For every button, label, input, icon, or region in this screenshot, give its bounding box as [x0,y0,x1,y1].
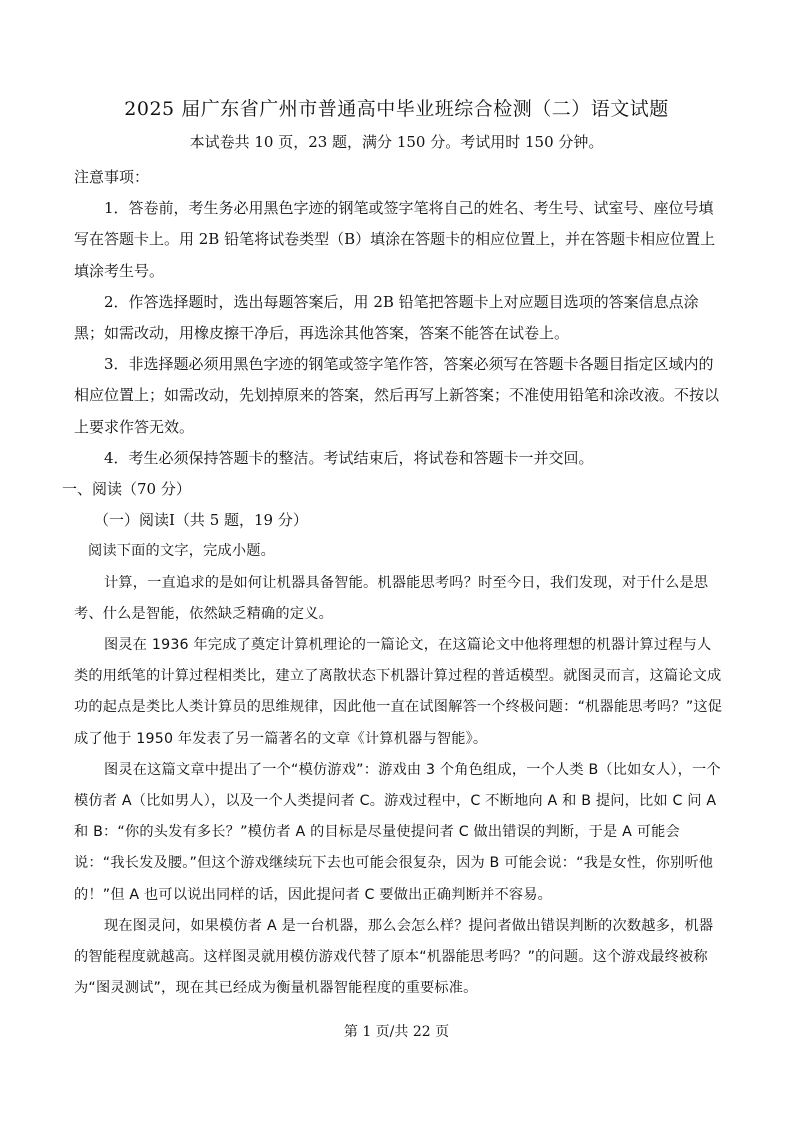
reading-instruction: 阅读下面的文字，完成小题。 [88,543,276,560]
exam-body [62,162,724,1004]
passage-paragraph: 计算，一直追求的是如何让机器具备智能。机器能思考吗？时至今日，我们发现，对于什么是思考、什么是智能，依然缺乏精确的定义。 [74,574,709,622]
reading-passage [74,536,724,1004]
page-footer: 第 1 页/共 22 页 [343,1024,450,1040]
notice-heading: 注意事项： [74,168,150,186]
passage-paragraph: 图灵在这篇文章中提出了一个“模仿游戏”：游戏由 3 个角色组成，一个人类 B（比如女人），一个模仿者 A（比如男人），以及一个人类提问者 C。游戏过程中，C 不断地向 A 和 B 提问，比如 C 问 A 和 B：“你的头发有多长？”模仿者 A 的目标是尽量使提问者 C 做出错误的判断，于是 A 可能会说：“我长发及腰。”但这个游戏继续玩下去也可能会很复杂，因为 B 可能会说：“我是女性，你别听他的！”但 A 也可以说出同样的话，因此提问者 C 要做出正确判断并不容易。 [74,761,721,903]
notice-item-1: 1．答卷前，考生务必用黑色字迹的钢笔或签字笔将自己的姓名、考生号、试室号、座位号填写在答题卡上。用 2B 铅笔将试卷类型（B）填涂在答题卡的相应位置上，并在答题卡相应位置上填涂考生号。 [74,199,716,280]
section-heading: 一、阅读（70 分） [62,480,191,499]
notice-item-2: 2．作答选择题时，选出每题答案后，用 2B 铅笔把答题卡上对应题目选项的答案信息点涂黑；如需改动，用橡皮擦干净后，再选涂其他答案，答案不能答在试卷上。 [74,292,699,343]
subsection-heading: （一）阅读Ⅰ（共 5 题，19 分） [94,511,308,530]
notice-item-3: 3．非选择题必须用黑色字迹的钢笔或签字笔作答，答案必须写在答题卡各题目指定区域内的相应位置上；如需改动，先划掉原来的答案，然后再写上新答案；不准使用铅笔和涂改液。不按以上要求作答无效。 [74,355,720,436]
passage-paragraph: 现在图灵问，如果模仿者 A 是一台机器，那么会怎么样？提问者做出错误判断的次数越多，机器的智能程度就越高。这样图灵就用模仿游戏代替了原本“机器能思考吗？”的问题。这个游戏最终被称为“图灵测试”，现在其已经成为衡量机器智能程度的重要标准。 [74,917,714,997]
passage-paragraph: 图灵在 1936 年完成了奠定计算机理论的一篇论文，在这篇论文中他将理想的机器计算过程与人类的用纸笔的计算过程相类比，建立了离散状态下机器计算过程的普适模型。就图灵而言，这篇论文成功的起点是类比人类计算员的思维规律，因此他一直在试图解答一个终极问题：“机器能思考吗？”这促成了他于 1950 年发表了另一篇著名的文章《计算机器与智能》。 [74,637,723,747]
exam-subtitle: 本试卷共 10 页，23 题，满分 150 分。考试用时 150 分钟。 [189,133,604,151]
notice-item-4: 4．考生必须保持答题卡的整洁。考试结束后，将试卷和答题卡一并交回。 [104,448,594,467]
exam-title: 2025 届广东省广州市普通高中毕业班综合检测（二）语文试题 [124,98,669,120]
